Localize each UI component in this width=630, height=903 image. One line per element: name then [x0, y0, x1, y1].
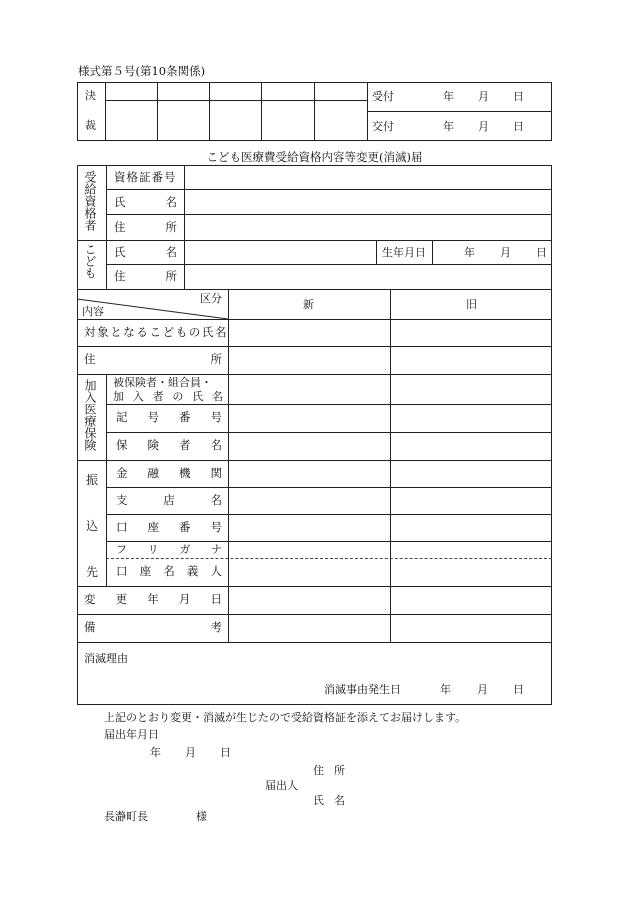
transfer-label-mid: 込 — [86, 519, 99, 533]
applicant-name-label: 氏 名 — [313, 794, 345, 807]
recipient-group-label: 受給資格者 — [83, 171, 97, 231]
account-number-label: 口 座 番 号 — [116, 520, 222, 534]
insurance-group-label: 加入医療保険 — [83, 379, 97, 451]
child-birth-label: 生年月日 — [382, 246, 426, 259]
issued-month: 月 — [478, 120, 489, 133]
received-year: 年 — [443, 90, 454, 103]
insured-name-line1: 被保険者・組合員・ — [113, 376, 212, 389]
cert-number-label: 資格証番号 — [114, 170, 177, 184]
change-address-label: 住 所 — [84, 352, 222, 366]
received-month: 月 — [478, 90, 489, 103]
extinction-year: 年 — [440, 683, 451, 696]
page-title: こども医療費受給資格内容等変更(消滅)届 — [206, 150, 423, 164]
child-group-label: こども — [83, 243, 97, 279]
submit-date-label: 届出年月日 — [104, 728, 159, 741]
header-old: 旧 — [466, 298, 477, 311]
issued-year: 年 — [443, 120, 454, 133]
submit-year: 年 — [150, 746, 161, 759]
honorific-label: 様 — [196, 810, 207, 823]
issued-day: 日 — [513, 120, 524, 133]
insured-name-line2: 加 入 者 の 氏 名 — [113, 390, 223, 403]
header-content: 内容 — [82, 305, 104, 318]
symbol-number-label: 記 号 番 号 — [116, 410, 222, 424]
approval-label-top: 決 — [85, 89, 96, 102]
submit-month: 月 — [185, 746, 196, 759]
transfer-label-bottom: 先 — [86, 565, 99, 579]
change-date-label: 変 更 年 月 日 — [84, 592, 222, 606]
child-target-name-label: 対象となるこどもの氏名 — [84, 325, 229, 339]
child-birth-month: 月 — [500, 246, 511, 259]
extinction-date-label: 消滅事由発生日 — [324, 683, 401, 696]
applicant-address-label: 住 所 — [313, 764, 345, 777]
issued-label: 交付 — [372, 120, 394, 133]
remarks-label: 備 考 — [84, 620, 222, 634]
insurer-name-label: 保 険 者 名 — [116, 438, 222, 452]
account-holder-label: 口 座 名 義 人 — [116, 564, 222, 578]
extinction-reason-label: 消滅理由 — [84, 652, 128, 665]
received-label: 受付 — [372, 90, 394, 103]
furigana-label: フ リ ガ ナ — [116, 543, 222, 556]
approval-label-bottom: 裁 — [85, 119, 96, 132]
applicant-label: 届出人 — [265, 779, 298, 792]
transfer-label-top: 振 — [86, 473, 99, 487]
child-birth-day: 日 — [536, 246, 547, 259]
submit-day: 日 — [220, 746, 231, 759]
extinction-day: 日 — [513, 683, 524, 696]
recipient-name-label: 氏 名 — [114, 195, 177, 209]
header-new: 新 — [303, 298, 314, 311]
child-name-label: 氏 名 — [114, 245, 177, 259]
mayor-label: 長瀞町長 — [104, 810, 148, 823]
child-address-label: 住 所 — [114, 269, 177, 283]
footer-statement: 上記のとおり変更・消滅が生じたので受給資格証を添えてお届けします。 — [104, 711, 467, 724]
recipient-address-label: 住 所 — [114, 220, 177, 234]
received-day: 日 — [513, 90, 524, 103]
extinction-month: 月 — [477, 683, 488, 696]
bank-label: 金 融 機 関 — [116, 466, 222, 480]
branch-label: 支 店 名 — [116, 493, 222, 507]
form-number: 様式第５号(第10条関係) — [78, 64, 206, 78]
header-category: 区分 — [200, 292, 222, 305]
child-birth-year: 年 — [464, 246, 475, 259]
